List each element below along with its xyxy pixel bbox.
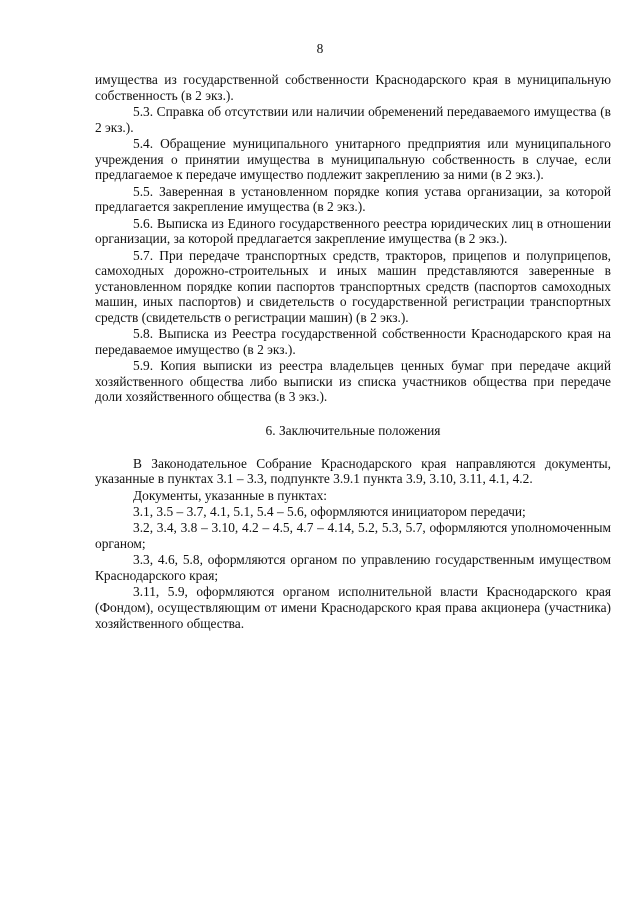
paragraph-continuation: имущества из государственной собственности Краснодарского края в муниципальную собственность (в 2 экз.). [95, 72, 611, 103]
paragraph-6-6: 3.11, 5.9, оформляются органом исполнительной власти Краснодарского края (Фондом), осуществляющим от имени Краснодарского края права акционера (участника) хозяйственного общества. [95, 584, 611, 631]
paragraph-5-5: 5.5. Заверенная в установленном порядке копия устава организации, за которой предлагается закрепление имущества (в 2 экз.). [95, 183, 611, 215]
paragraph-5-9: 5.9. Копия выписки из реестра владельцев ценных бумаг при передаче акций хозяйственного общества либо выписки из списка участников общества при передаче доли хозяйственного общества (в 3 экз.). [95, 358, 611, 405]
paragraph-5-3: 5.3. Справка об отсутствии или наличии обременений передаваемого имущества (в 2 экз.). [95, 103, 611, 135]
page-number: 8 [316, 41, 324, 56]
paragraph-5-4: 5.4. Обращение муниципального унитарного предприятия или муниципального учреждения о принятии имущества в муниципальную собственность в случае, если предлагаемое к передаче имущество подлежит закреплению за ними (в 2 экз.). [95, 135, 611, 183]
document-body [95, 72, 611, 632]
paragraph-6-5: 3.3, 4.6, 5.8, оформляются органом по управлению государственным имуществом Краснодарского края; [95, 552, 611, 583]
paragraph-5-6: 5.6. Выписка из Единого государственного реестра юридических лиц в отношении организации, за которой предлагается закрепление имущества (в 2 экз.). [95, 215, 611, 247]
paragraph-5-8: 5.8. Выписка из Реестра государственной собственности Краснодарского края на передаваемое имущество (в 2 экз.). [95, 326, 611, 357]
paragraph-5-7: 5.7. При передаче транспортных средств, тракторов, прицепов и полуприцепов, самоходных дорожно-строительных и иных машин представляются заверенные в установленном порядке копии паспортов транспортных средств (паспортов самоходных машин, иных паспортов) и свидетельств о государственной регистрации транспортных средств (свидетельств о регистрации машин) (в 2 экз.). [95, 247, 611, 325]
paragraph-6-2: Документы, указанные в пунктах: [133, 487, 327, 503]
section-heading: 6. Заключительные положения [265, 423, 441, 439]
paragraph-6-3: 3.1, 3.5 – 3.7, 4.1, 5.1, 5.4 – 5.6, оформляются инициатором передачи; [133, 504, 526, 520]
paragraph-6-4: 3.2, 3.4, 3.8 – 3.10, 4.2 – 4.5, 4.7 – 4.14, 5.2, 5.3, 5.7, оформляются уполномоченным органом; [95, 520, 611, 551]
paragraph-6-1: В Законодательное Собрание Краснодарского края направляются документы, указанные в пунктах 3.1 – 3.3, подпункте 3.9.1 пункта 3.9, 3.10, 3.11, 4.1, 4.2. [95, 455, 611, 487]
